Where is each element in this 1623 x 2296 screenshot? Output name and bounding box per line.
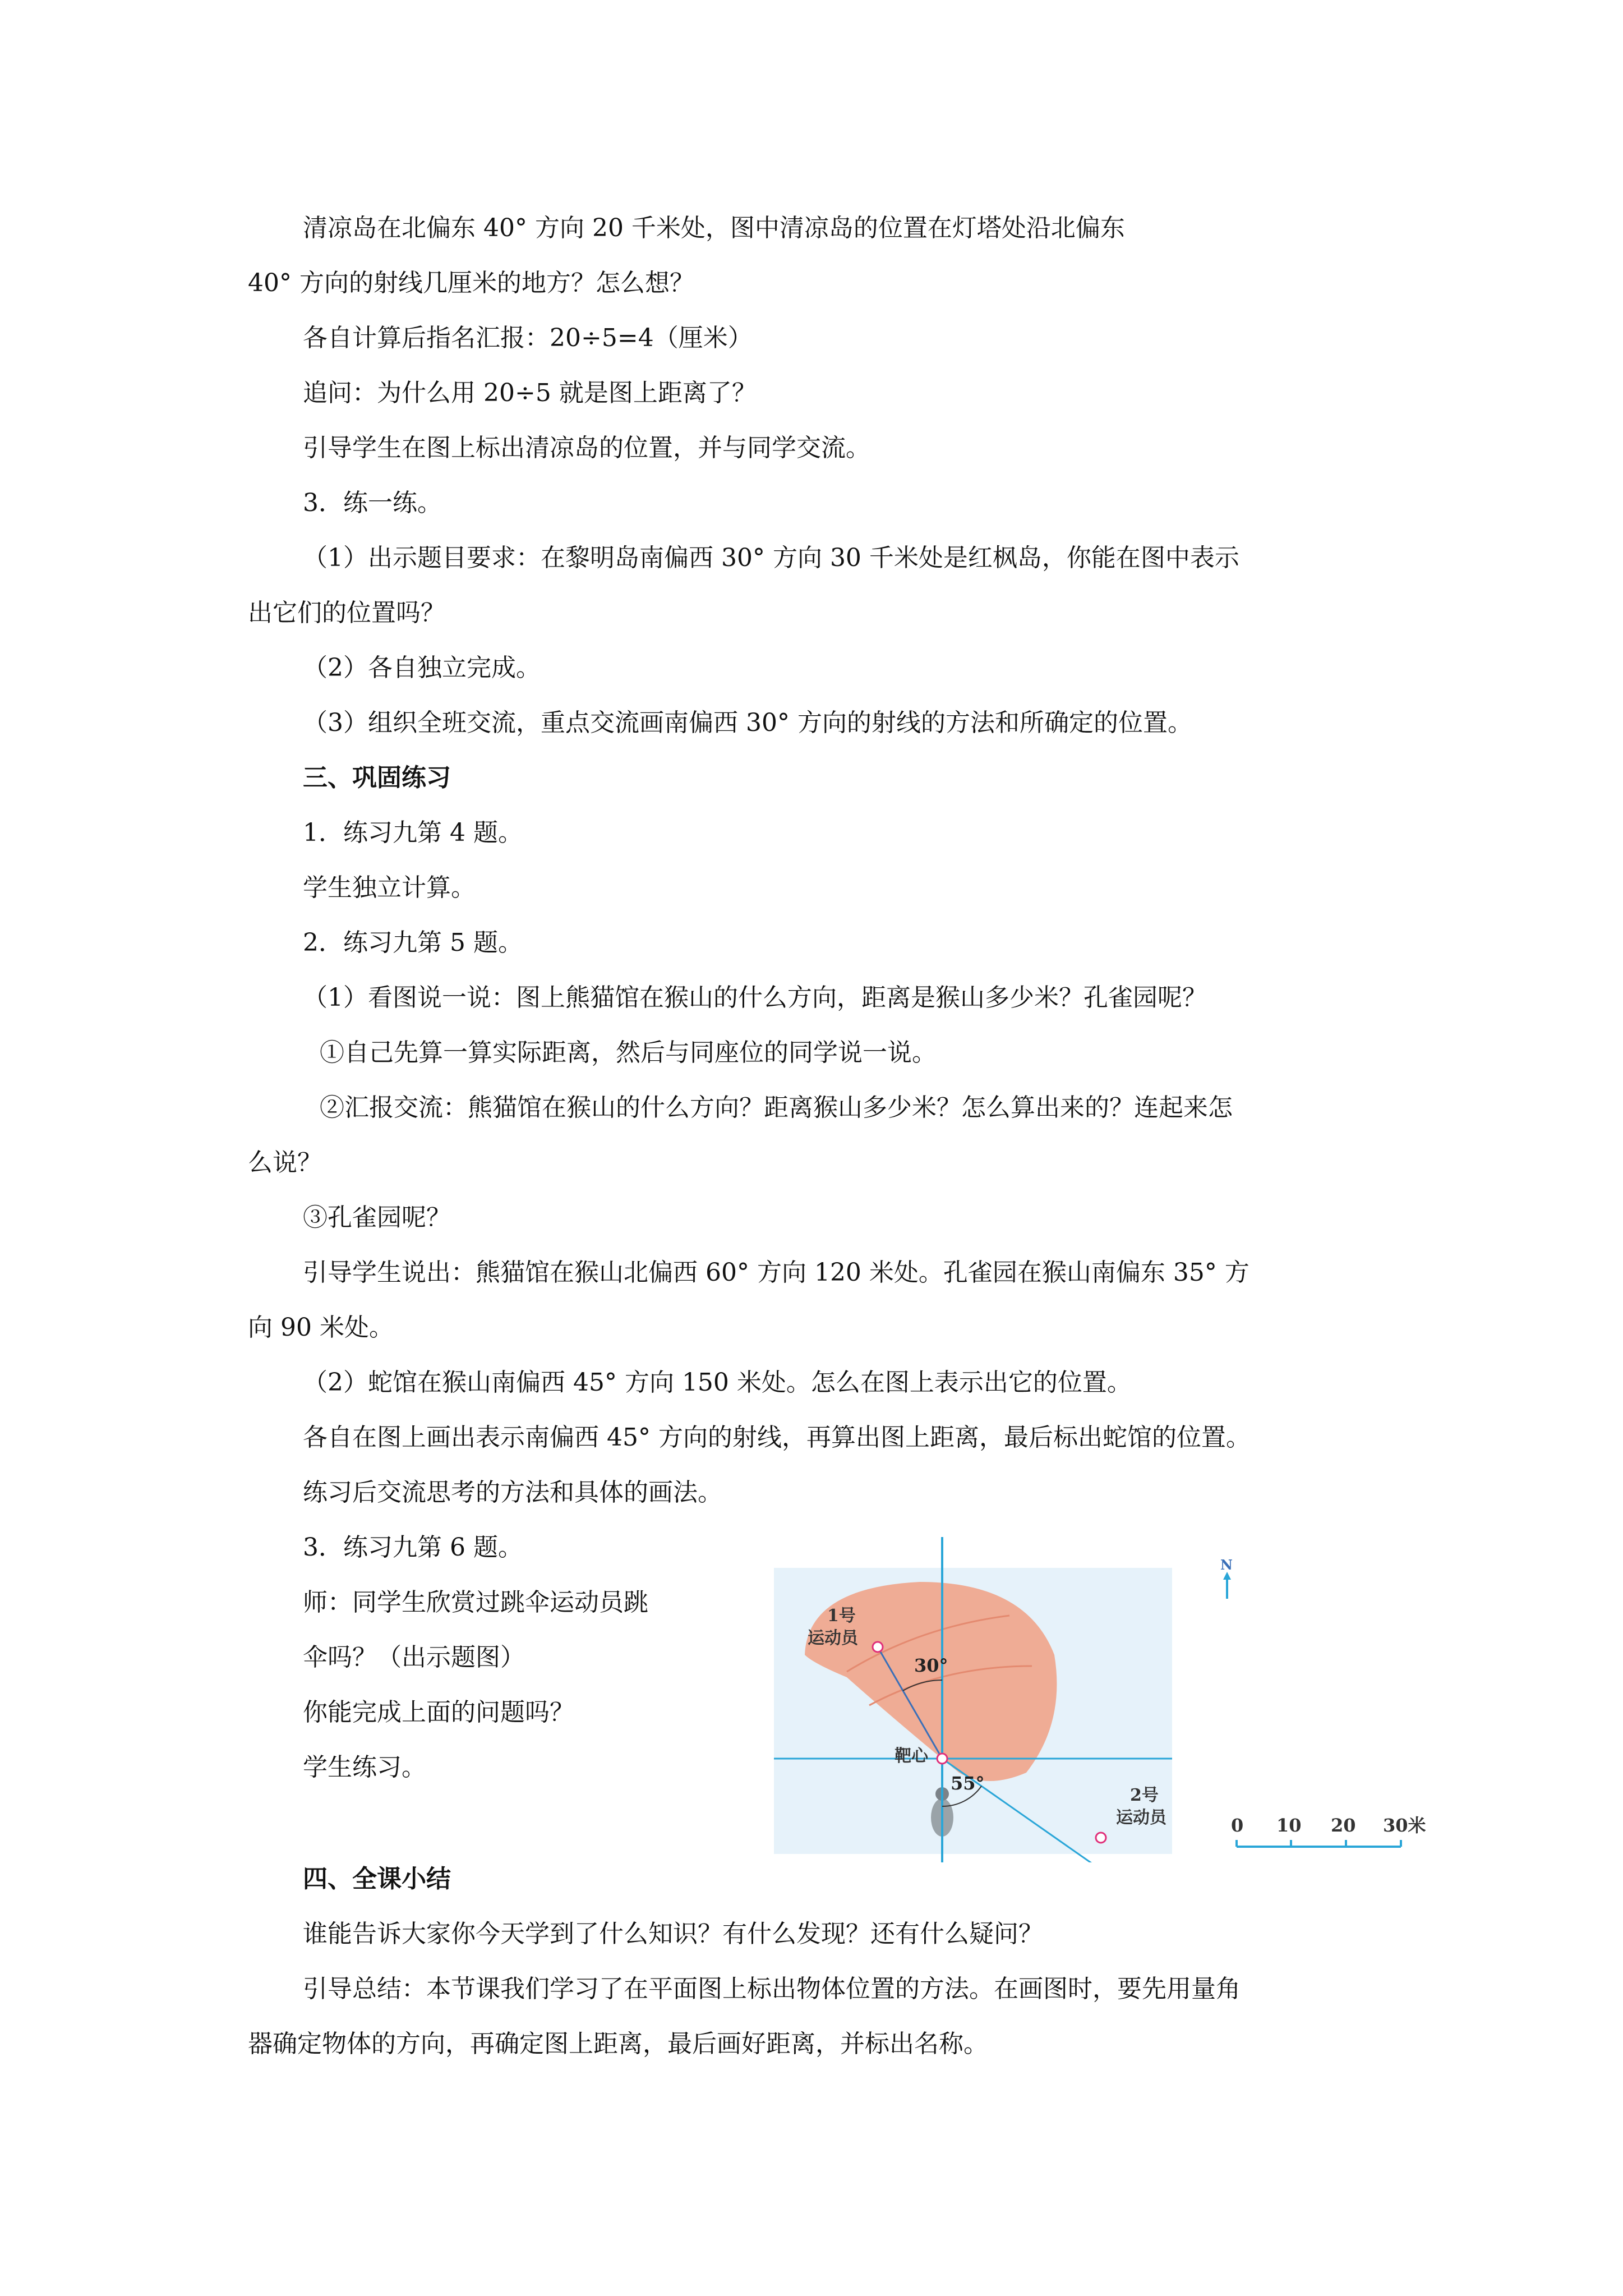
section-heading: 四、全课小结 [303, 1865, 451, 1893]
text-line: 引导总结：本节课我们学习了在平面图上标出物体位置的方法。在画图时，要先用量角 [303, 1975, 1241, 2003]
text-line: 练习后交流思考的方法和具体的画法。 [303, 1478, 722, 1507]
text-line: ①自己先算一算实际距离，然后与同座位的同学说一说。 [320, 1038, 937, 1067]
north-arrow-icon [1223, 1572, 1231, 1580]
parachute-figure [774, 1537, 1469, 1862]
text-line: 伞吗？（出示题图） [303, 1643, 525, 1672]
text-line: 你能完成上面的问题吗？ [303, 1698, 574, 1727]
text-line: 引导学生在图上标出清凉岛的位置，并与同学交流。 [303, 434, 870, 462]
text-line: 谁能告诉大家你今天学到了什么知识？有什么发现？还有什么疑问？ [303, 1920, 1043, 1948]
text-line: 向 90 米处。 [248, 1313, 394, 1342]
text-line: 追问：为什么用 20÷5 就是图上距离了？ [303, 379, 757, 407]
text-line: 引导学生说出：熊猫馆在猴山北偏西 60° 方向 120 米处。孔雀园在猴山南偏东 35° 方 [303, 1258, 1249, 1287]
text-line: ③孔雀园呢？ [303, 1203, 451, 1232]
athlete1-label: 运动员 [808, 1628, 858, 1648]
target-marker [937, 1754, 947, 1764]
scale-label: 20 [1331, 1815, 1356, 1836]
text-line: 各自计算后指名汇报：20÷5=4（厘米） [303, 324, 753, 352]
text-line: 3．练一练。 [303, 489, 442, 517]
section-heading: 三、巩固练习 [303, 763, 451, 792]
text-line: （2）蛇馆在猴山南偏西 45° 方向 150 米处。怎么在图上表示出它的位置。 [303, 1368, 1132, 1397]
text-line: 学生独立计算。 [303, 873, 476, 902]
text-line: 2．练习九第 5 题。 [303, 928, 523, 957]
scale-label: 0 [1231, 1815, 1244, 1836]
angle-label-55: 55° [951, 1773, 985, 1794]
athlete2-label: 2号 [1130, 1786, 1159, 1805]
text-line: 师：同学生欣赏过跳伞运动员跳 [303, 1588, 648, 1617]
target-label: 靶心 [895, 1746, 928, 1766]
scale-label: 30米 [1383, 1815, 1426, 1836]
athlete1-label: 1号 [827, 1606, 856, 1626]
athlete2-marker [1096, 1833, 1106, 1843]
text-line: 40° 方向的射线几厘米的地方？怎么想？ [248, 269, 694, 297]
text-line: （1）出示题目要求：在黎明岛南偏西 30° 方向 30 千米处是红枫岛，你能在图中表示 [303, 544, 1239, 572]
text-line: （3）组织全班交流，重点交流画南偏西 30° 方向的射线的方法和所确定的位置。 [303, 708, 1192, 737]
text-line: ②汇报交流：熊猫馆在猴山的什么方向？距离猴山多少米？怎么算出来的？连起来怎 [320, 1093, 1233, 1122]
athlete1-marker [873, 1642, 883, 1652]
angle-label-30: 30° [914, 1655, 948, 1676]
text-line: 学生练习。 [303, 1753, 426, 1782]
athlete2-label: 运动员 [1116, 1808, 1166, 1828]
scale-label: 10 [1276, 1815, 1302, 1836]
north-label: N [1220, 1557, 1233, 1573]
text-line: 1．练习九第 4 题。 [303, 818, 523, 847]
text-line: 么说？ [248, 1148, 322, 1177]
text-line: 3．练习九第 6 题。 [303, 1533, 523, 1562]
text-line: 清凉岛在北偏东 40° 方向 20 千米处，图中清凉岛的位置在灯塔处沿北偏东 [303, 214, 1125, 242]
text-line: （2）各自独立完成。 [303, 654, 541, 682]
text-line: 各自在图上画出表示南偏西 45° 方向的射线，再算出图上距离，最后标出蛇馆的位置。 [303, 1423, 1251, 1452]
text-line: （1）看图说一说：图上熊猫馆在猴山的什么方向，距离是猴山多少米？孔雀园呢？ [303, 983, 1207, 1012]
text-line: 出它们的位置吗？ [248, 599, 445, 627]
text-line: 器确定物体的方向，再确定图上距离，最后画好距离，并标出名称。 [248, 2030, 988, 2058]
